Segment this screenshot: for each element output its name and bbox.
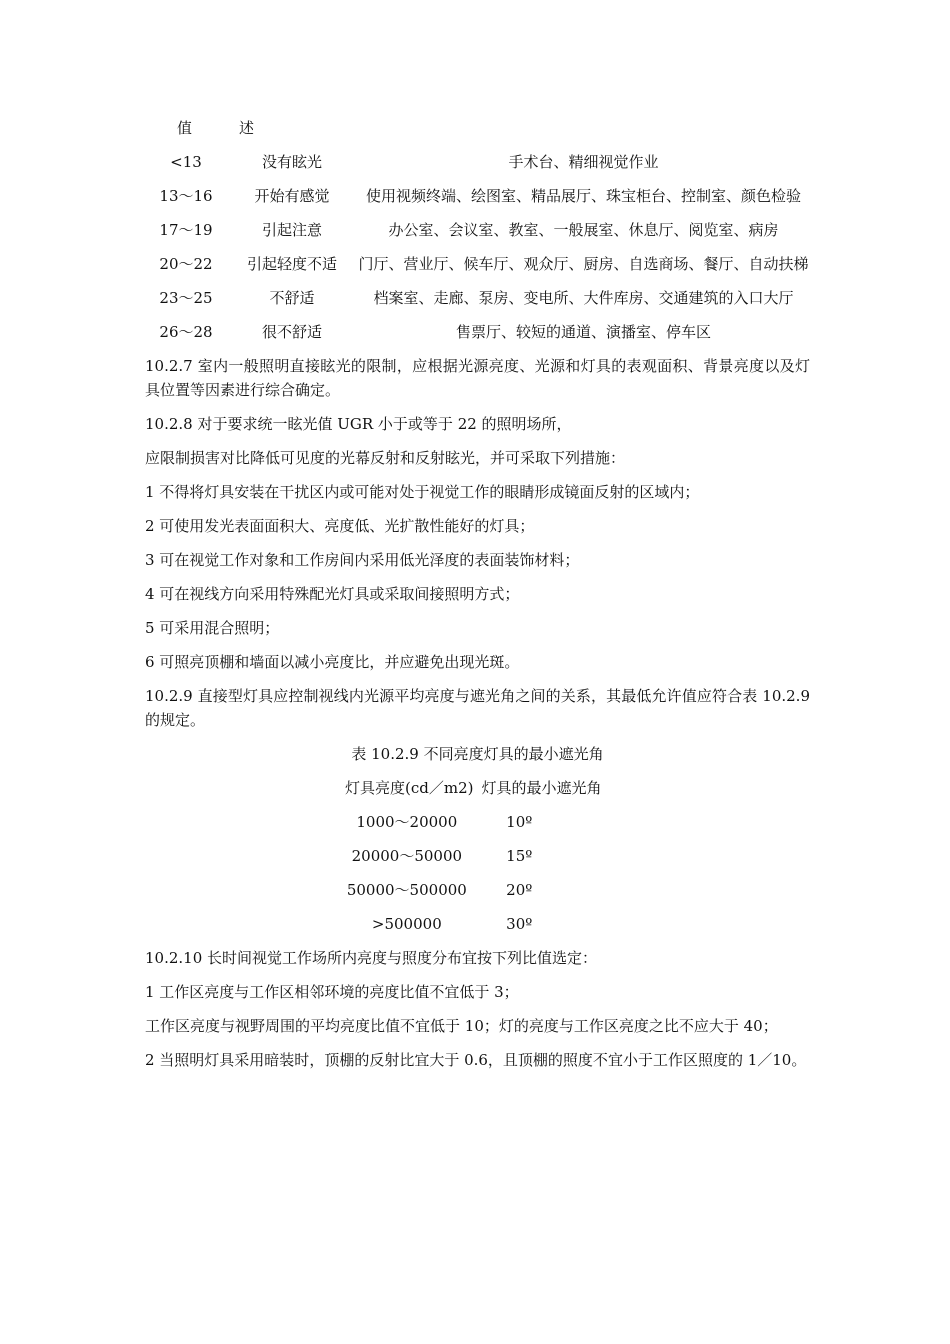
ratio-item-1: 1 工作区亮度与工作区相邻环境的亮度比值不宜低于 3；	[145, 983, 519, 1001]
clause-10-2-8-intro: 应限制损害对比降低可见度的光幕反射和反射眩光，并可采取下列措施：	[145, 449, 626, 467]
measure-item-1: 1 不得将灯具安装在干扰区内或可能对处于视觉工作的眼睛形成镜面反射的区域内；	[145, 483, 700, 501]
clause-10-2-8: 10.2.8 对于要求统一眩光值 UGR 小于或等于 22 的照明场所，	[145, 415, 572, 433]
measure-item-6: 6 可照亮顶棚和墙面以减小亮度比，并应避免出现光斑。	[145, 653, 520, 671]
angle-value: 15º	[506, 847, 533, 865]
glare-feeling: 没有眩光	[261, 153, 322, 171]
measure-item-3: 3 可在视觉工作对象和工作房间内采用低光泽度的表面装饰材料；	[145, 551, 580, 569]
glare-rating-table	[145, 116, 810, 354]
luminance-value: 20000～50000	[351, 847, 463, 865]
table-row	[145, 252, 810, 286]
clause-10-2-7: 10.2.7 室内一般照明直接眩光的限制，应根据光源亮度、光源和灯具的表观面积、背景亮度以及灯具位置等因素进行综合确定。	[145, 357, 810, 399]
ugr-range: 17～19	[159, 221, 213, 239]
measure-item-4: 4 可在视线方向采用特殊配光灯具或采取间接照明方式；	[145, 585, 520, 603]
ugr-range: <13	[170, 153, 202, 171]
table-row	[328, 810, 628, 834]
column-luminance: 灯具亮度(cd／m2)	[345, 779, 474, 797]
applicable-places: 办公室、会议室、教室、一般展室、休息厅、阅览室、病房	[388, 221, 779, 239]
header-value: 值	[177, 119, 193, 137]
measure-item-5: 5 可采用混合照明；	[145, 619, 280, 637]
shielding-table-header	[328, 776, 628, 800]
table-row	[328, 844, 628, 868]
column-angle: 灯具的最小遮光角	[481, 779, 602, 797]
ratio-item-2: 2 当照明灯具采用暗装时，顶棚的反射比宜大于 0.6，且顶棚的照度不宜小于工作区照度的 1／10。	[145, 1051, 807, 1069]
table-row	[145, 184, 810, 218]
applicable-places: 档案室、走廊、泵房、变电所、大件库房、交通建筑的入口大厅	[373, 289, 794, 307]
glare-feeling: 不舒适	[269, 289, 315, 307]
table-row	[145, 286, 810, 320]
applicable-places: 手术台、精细视觉作业	[508, 153, 659, 171]
applicable-places: 售票厅、较短的通道、演播室、停车区	[455, 323, 711, 341]
table-row	[145, 320, 810, 354]
luminance-value: >500000	[371, 915, 442, 933]
ugr-range: 23～25	[159, 289, 213, 307]
measure-item-2: 2 可使用发光表面面积大、亮度低、光扩散性能好的灯具；	[145, 517, 535, 535]
angle-value: 20º	[506, 881, 533, 899]
header-description: 述	[239, 119, 255, 137]
luminance-value: 50000～500000	[346, 881, 467, 899]
glare-feeling: 很不舒适	[261, 323, 322, 341]
shielding-angle-table	[328, 742, 628, 936]
applicable-places: 使用视频终端、绘图室、精品展厅、珠宝柜台、控制室、颜色检验	[365, 187, 801, 205]
document-page	[145, 116, 810, 1082]
glare-feeling: 开始有感觉	[254, 187, 330, 205]
table-caption: 表 10.2.9 不同亮度灯具的最小遮光角	[351, 745, 604, 763]
table-row	[328, 912, 628, 936]
angle-value: 10º	[506, 813, 533, 831]
clause-10-2-9: 10.2.9 直接型灯具应控制视线内光源平均亮度与遮光角之间的关系，其最低允许值应符合表 10.2.9 的规定。	[145, 687, 810, 729]
ratio-item-1-cont: 工作区亮度与视野周围的平均亮度比值不宜低于 10；灯的亮度与工作区亮度之比不应大于 40；	[145, 1017, 778, 1035]
applicable-places: 门厅、营业厅、候车厅、观众厅、厨房、自选商场、餐厅、自动扶梯	[358, 255, 809, 273]
table-row	[145, 218, 810, 252]
ugr-range: 26～28	[159, 323, 213, 341]
ugr-range: 13～16	[159, 187, 213, 205]
table-row	[145, 150, 810, 184]
clause-10-2-10: 10.2.10 长时间视觉工作场所内亮度与照度分布宜按下列比值选定：	[145, 949, 598, 967]
table-row	[328, 878, 628, 902]
glare-feeling: 引起注意	[261, 221, 322, 239]
glare-feeling: 引起轻度不适	[246, 255, 337, 273]
luminance-value: 1000～20000	[356, 813, 458, 831]
ugr-range: 20～22	[159, 255, 213, 273]
angle-value: 30º	[506, 915, 533, 933]
glare-table-header	[145, 116, 810, 150]
